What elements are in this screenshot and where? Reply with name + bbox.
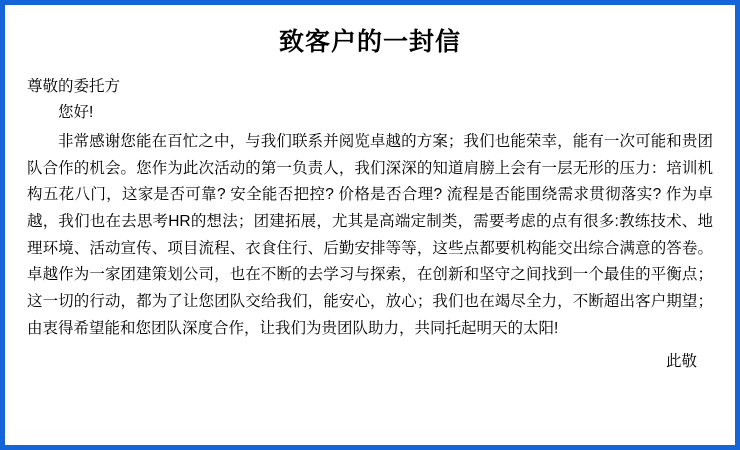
page-title: 致客户的一封信	[278, 28, 461, 56]
greeting-line: 您好!	[58, 104, 94, 122]
salutation-line: 尊敬的委托方	[27, 78, 121, 95]
closing-line: 此敬	[665, 353, 697, 371]
letter-content	[5, 5, 735, 445]
body-paragraph: 非常感谢您能在百忙之中，与我们联系并阅览卓越的方案；我们也能荣幸，能有一次可能和贵团队合作的机会。您作为此次活动的第一负责人，我们深深的知道肩膀上会有一层无形的压力：培训机构五花八门，这家是否可靠? 安全能否把控? 价格是否合理? 流程是否能围绕需求贯彻落实? 作为卓越，我们也在去思考HR的想法；团建拓展，尤其是高端定制类，需要考虑的点有很多:教练技术、地理环境、活动宣传、项目流程、衣食住行、后勤安排等等，这些点都要机构能交出综合满意的答卷。卓越作为一家团建策划公司，也在不断的去学习与探索，在创新和坚守之间找到一个最佳的平衡点；这一切的行动，都为了让您团队交给我们，能安心，放心；我们也在竭尽全力，不断超出客户期望；由衷得希望能和您团队深度合作，让我们为贵团队助力，共同托起明天的太阳!	[27, 133, 713, 337]
